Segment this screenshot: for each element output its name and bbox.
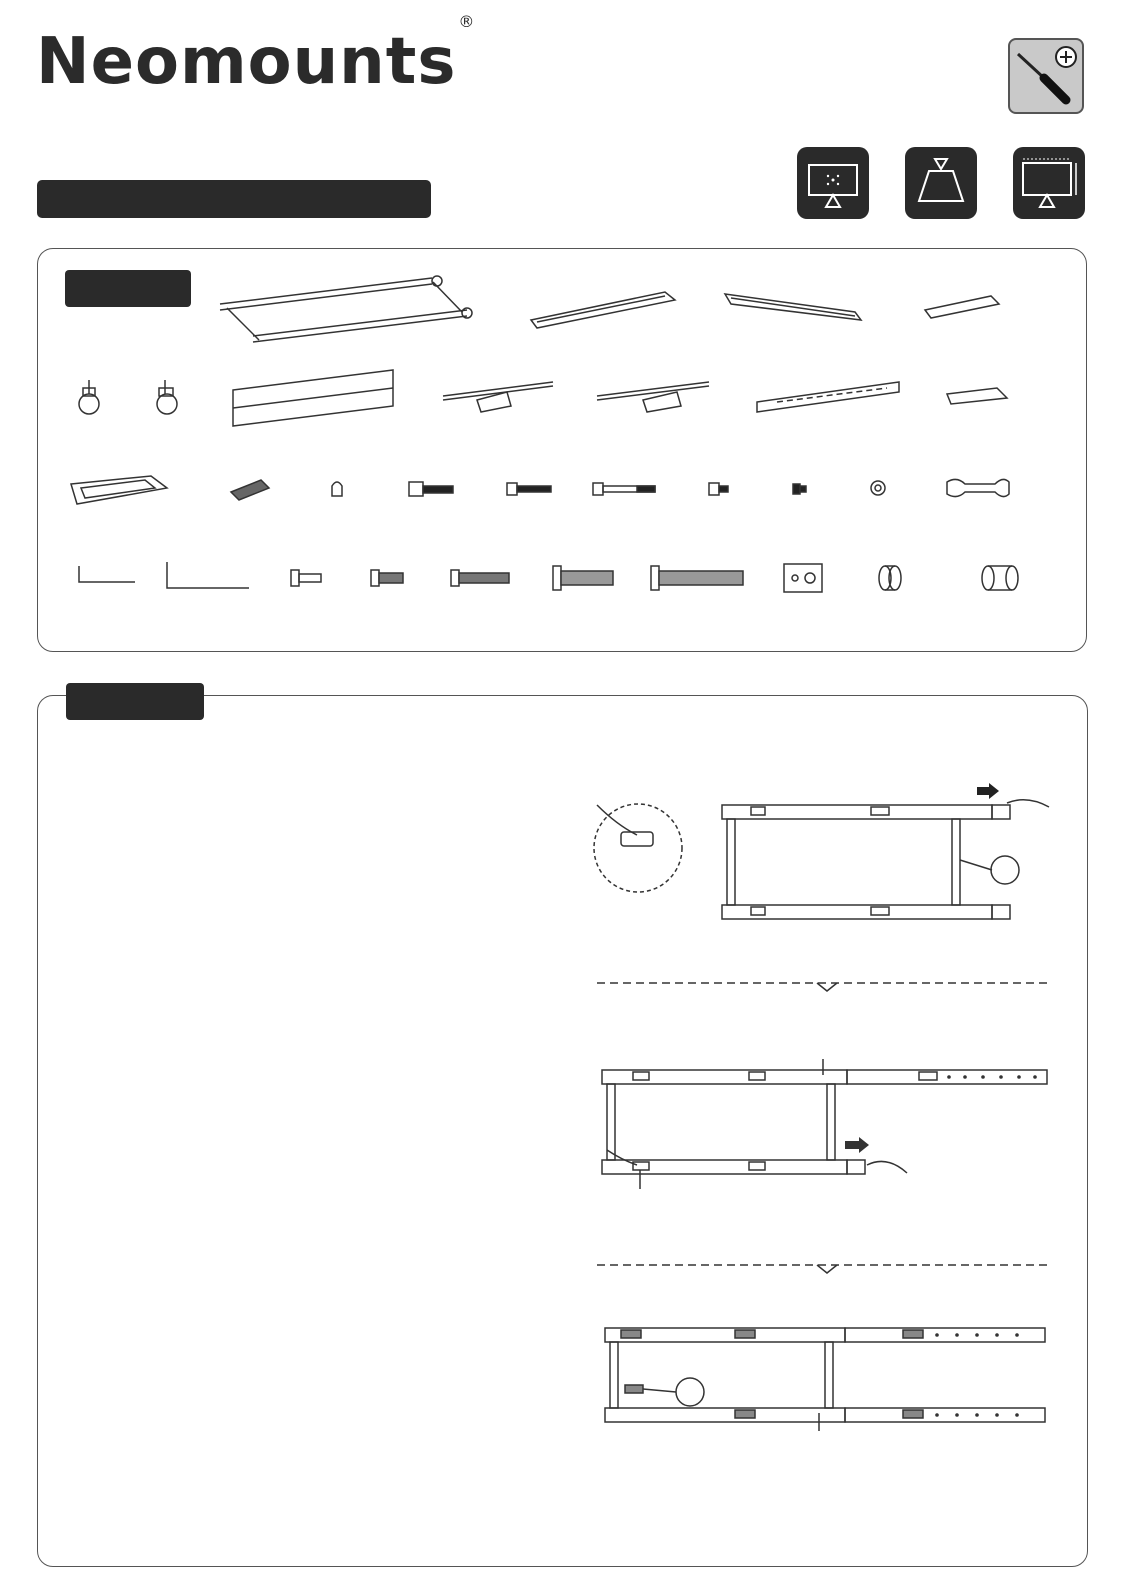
mount-bracket-right-part <box>597 382 709 412</box>
parts-diagram <box>37 248 1085 650</box>
tray-part <box>71 476 167 504</box>
bolt-long-part <box>593 483 655 495</box>
caster-wheel-brake-part <box>157 380 177 414</box>
screw-long-part <box>451 570 509 586</box>
assembly-diagram <box>37 695 1086 1565</box>
clip-part <box>947 388 1007 404</box>
mount-bracket-left-part <box>443 382 553 412</box>
washer-part <box>871 481 885 495</box>
screw-tiny-part <box>793 484 806 494</box>
bolt-medium-part <box>507 483 551 495</box>
screen-center-icon <box>797 147 869 219</box>
spacer-plate-part <box>784 564 822 592</box>
frame-extended-step <box>602 1059 1047 1189</box>
bolt-short-part <box>709 483 728 495</box>
frame-locked-step <box>605 1328 1045 1431</box>
screen-size-icon <box>1013 147 1085 219</box>
bolt-large-part <box>409 482 453 496</box>
allen-key-large-part <box>167 562 249 588</box>
column-panel-part <box>233 370 393 426</box>
registered-mark: ® <box>458 11 476 31</box>
screw-short-part <box>291 570 321 586</box>
screwdriver-icon <box>1008 38 1084 114</box>
allen-key-small-part <box>79 566 135 582</box>
long-leg-part-2 <box>725 294 861 320</box>
cap-part <box>332 482 342 496</box>
cylinder-spacer-part <box>982 566 1018 590</box>
machine-screw-part <box>553 566 613 590</box>
frame-extend-step <box>594 800 1049 919</box>
long-leg-part <box>531 292 675 328</box>
ring-spacer-part <box>879 566 901 590</box>
cross-bar-part <box>757 382 899 412</box>
base-frame-part <box>220 276 472 342</box>
wrench-part <box>947 479 1009 496</box>
caster-wheel-part <box>79 380 99 414</box>
screw-medium-part <box>371 570 403 586</box>
tilt-trapezoid-icon <box>905 147 977 219</box>
spacer-block-part <box>231 480 269 500</box>
machine-screw-long-part <box>651 566 743 590</box>
short-leg-part <box>925 296 999 318</box>
title-bar <box>37 180 431 218</box>
brand-name: Neomounts <box>36 25 457 99</box>
brand-logo <box>36 11 476 99</box>
